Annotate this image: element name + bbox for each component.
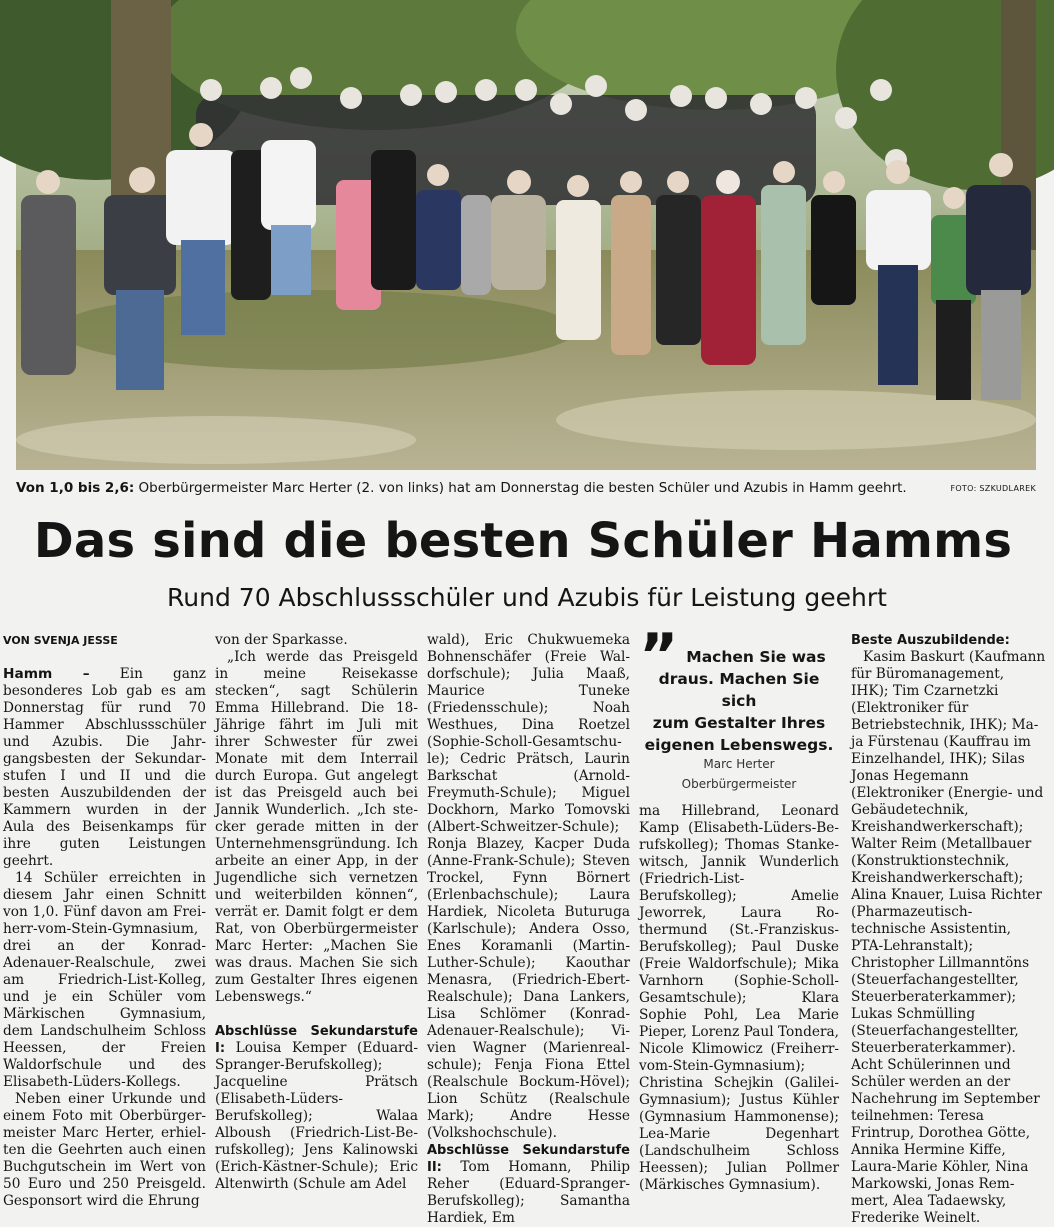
photo-caption xyxy=(16,478,1036,500)
article-byline: VON SVENJA JESSE xyxy=(3,634,118,647)
article-subhead: Rund 70 Abschlussschüler und Azubis für Leistung geehrt xyxy=(167,583,887,612)
article-headline: Das sind die besten Schüler Hamms xyxy=(33,513,1013,569)
paragraph: von der Sparkasse. xyxy=(215,632,348,648)
caption-text: Oberbürgermeister Marc Herter (2. von links) hat am Donnerstag die besten Schüler und Azubis in Hamm geehrt. xyxy=(134,480,907,496)
section-text-azubis: Kasim Baskurt (Kaufmann für Büromanagement, IHK); Tim Czarnetzki (Elektroniker für Betriebstechnik, IHK); Maja Fürstenau (Kauffrau im Einzelhandel, IHK); Silas Jonas Hegemann (Elektroniker (Energie- und Gebäudetechnik, Kreishandwerkerschaft); Walter Reim (Metallbauer (Konstruktionstechnik, Kreishandwerkerschaft); Alina Knauer, Luisa Richter (Pharmazeutisch-technische Assistentin, PTA-Lehranstalt); Christopher Lillmanntöns (Steuerfachangestellter, Steuerberaterkammer); Lukas Schmülling (Steuerfachangestellter, Steuerberaterkammer). xyxy=(851,649,1046,1056)
quote-line: draus. Machen Sie sich xyxy=(658,670,820,710)
group-photo xyxy=(16,0,1036,470)
section-sek2 xyxy=(427,1142,630,1227)
quote-line: Machen Sie was xyxy=(686,648,826,666)
group-photo-image xyxy=(16,0,1036,470)
quote-attribution xyxy=(639,754,839,794)
pull-quote xyxy=(639,621,839,802)
lead-paragraph xyxy=(3,666,206,870)
section-sek1 xyxy=(215,1023,418,1193)
paragraph: wald), Eric Chukwuemeka Bohnenschäfer (Freie Waldorfschule); Julia Maaß, Maurice Tuneke (Friedensschule); Noah Westhues, Dina Roetzel (Sophie-Scholl-Gesamtschule); Cedric Prätsch, Laurin Barkschat (Arnold-Freymuth-Schule); Miguel Dockhorn, Marko Tomovski (Albert-Schweitzer-Schule); Ronja Blazey, Kacper Duda (Anne-Frank-Schule); Steven Trockel, Fynn Börnert (Erlenbachschule); Laura Hardiek, Nicoleta Buturuga (Karlschule); Andera Osso, Enes Koramanli (Martin-Luther-Schule); Kaouthar Menasra, (Friedrich-Ebert-Realschule); Dana Lankers, Lisa Schlömer (Konrad-Adenauer-Realschule); Vivien Wagner (Marienrealschule); Fenja Fiona Ettel (Realschule Bockum-Hövel); Lion Schütz (Realschule Mark); Andre Hesse (Volkshochschule). xyxy=(427,632,630,1141)
section-text-sek1: Louisa Kemper (Eduard-Spranger-Berufskolleg); Jacqueline Prätsch (Elisabeth-Lüders-Berufskolleg); Walaa Alboush (Friedrich-List-Berufskolleg); Jens Kalinowski (Erich-Kästner-Schule); Eric Altenwirth (Schule am Adel xyxy=(215,1040,418,1192)
lead-text: Ein ganz besonderes Lob gab es am Donnerstag für rund 70 Hammer Abschlussschüler und Azubis. Die Jahrgangsbesten der Sekundarstufen I und II und die besten Auszubildenden der Kammern wurden in der Aula des Beisenkamps für ihre guten Leistungen geehrt. xyxy=(3,666,206,869)
quote-line: zum Gestalter Ihres xyxy=(652,714,826,732)
paragraph: Acht Schülerinnen und Schüler werden an der Nachehrung im September teilnehmen: Teresa Frintrup, Dorothea Götte, Annika Hermine Kiffe, Laura-Marie Köhler, Nina Markowski, Jonas Remmert, Alea Tadaewsky, Frederike Weinelt. xyxy=(851,1057,1040,1226)
article-column-5 xyxy=(851,632,1046,1226)
section-title-sek1: Abschlüsse Sekundarstufe I: xyxy=(215,1024,418,1056)
section-text-sek2: Tom Homann, Philip Reher (Eduard-Spranger-Berufskolleg); Samantha Hardiek, Em xyxy=(427,1159,630,1226)
article-column-4 xyxy=(639,803,839,1193)
paragraph: 14 Schüler erreichten in diesem Jahr einen Schnitt von 1,0. Fünf davon am Freiherr-vom-Stein-Gymnasium, drei an der Konrad-Adenauer-Realschule, zwei am Friedrich-List-Kolleg, und je ein Schüler vom Märkischen Gymnasium, dem Landschulheim Schloss Heessen, der Freien Waldorfschule und des Elisabeth-Lüders-Kollegs. xyxy=(3,870,206,1090)
quote-text xyxy=(639,646,839,756)
article-column-3 xyxy=(427,632,630,1226)
paragraph: „Ich werde das Preisgeld in meine Reisekasse stecken“, sagt Schülerin Emma Hillebrand. Die 18-Jährige fährt im Juli mit ihrer Schwester für zwei Monate mit dem Interrail durch Europa. Gut angelegt ist das Preisgeld auch bei Jannik Wunderlich. „Ich stecker gerade mitten in der Unternehmensgründung. Ich arbeite an einer App, in der Jugendliche sich vernetzen und weiterbilden können“, verrät er. Damit folgt er dem Rat, von Oberbürgermeister Marc Herter: „Machen Sie was draus. Machen Sie sich zum Gestalter Ihres eigenen Lebenswegs.“ xyxy=(215,649,418,1005)
paragraph: ma Hillebrand, Leonard Kamp (Elisabeth-Lüders-Berufskolleg); Thomas Stankewitsch, Jannik Wunderlich (Friedrich-List-Berufskolleg); Amelie Jeworrek, Laura Rothermund (St.-Franziskus-Berufskolleg); Paul Duske (Freie Waldorfschule); Mika Varnhorn (Sophie-Scholl-Gesamtschule); Klara Sophie Pohl, Lea Marie Pieper, Lorenz Paul Tondera, Nicole Klimowicz (Freiherr-vom-Stein-Gymnasium); Christina Schejkin (Galilei-Gymnasium); Justus Kühler (Gymnasium Hammonense); Lea-Marie Degenhart (Landschulheim Schloss Heessen); Julian Pollmer (Märkisches Gymnasium). xyxy=(639,803,839,1193)
paragraph: Neben einer Urkunde und einem Foto mit Oberbürgermeister Marc Herter, erhielten die Geehrten auch einen Buchgutschein im Wert von 50 Euro und 250 Preisgeld. Gesponsort wird die Ehrung xyxy=(3,1091,206,1209)
quote-role: Oberbürgermeister xyxy=(681,777,797,791)
article-column-2 xyxy=(215,632,418,1192)
quote-author: Marc Herter xyxy=(703,757,775,771)
lead-place: Hamm – xyxy=(3,666,90,682)
article-column-1 xyxy=(3,632,206,1209)
section-title-azubis xyxy=(851,632,1046,649)
quote-mark-icon: ” xyxy=(639,621,679,691)
quote-line: eigenen Lebenswegs. xyxy=(644,736,834,754)
caption-label: Von 1,0 bis 2,6: xyxy=(16,480,135,496)
section-title-sek2: Abschlüsse Sekundarstufe II: xyxy=(427,1143,630,1175)
photo-credit: FOTO: SZKUDLAREK xyxy=(950,484,1036,493)
section-title-azubis-text: Beste Auszubildende: xyxy=(851,633,1010,648)
